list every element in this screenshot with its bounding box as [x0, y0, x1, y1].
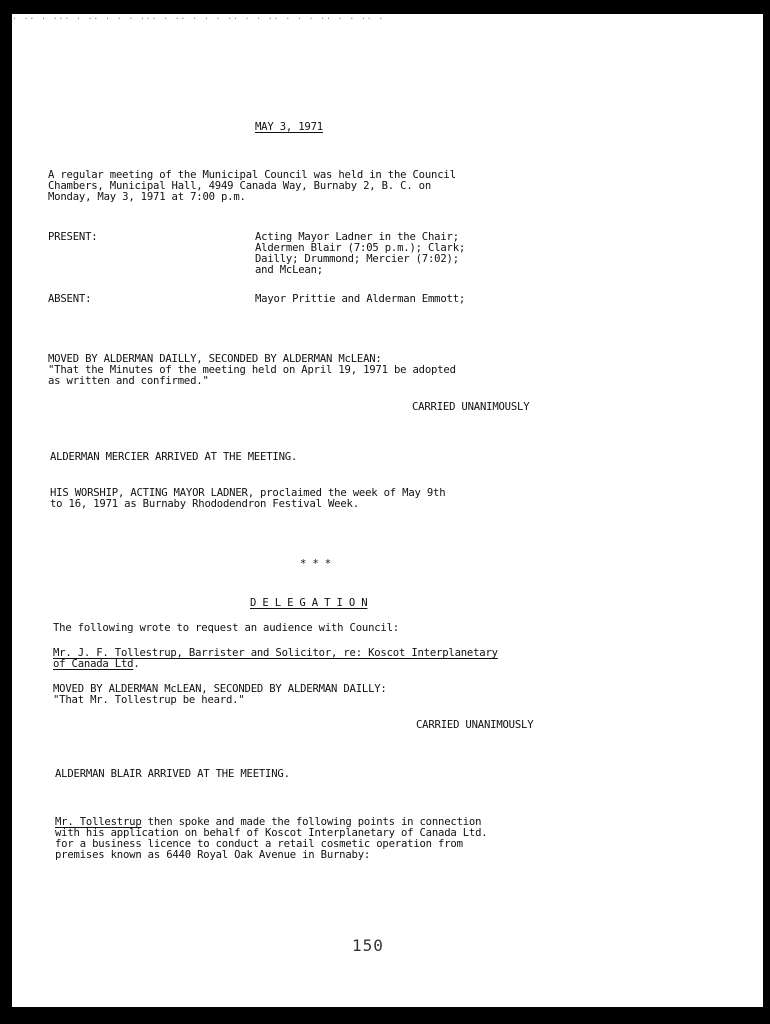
delegation-intro: The following wrote to request an audience with Council:: [53, 622, 399, 634]
present-line-2: Aldermen Blair (7:05 p.m.); Clark;: [255, 242, 466, 254]
absent-names: Mayor Prittie and Alderman Emmott;: [255, 293, 466, 305]
tollestrup-line-4: premises known as 6440 Royal Oak Avenue in Burnaby:: [55, 849, 371, 861]
present-line-1: Acting Mayor Ladner in the Chair;: [255, 231, 459, 243]
delegation-entry-period: .: [133, 658, 140, 670]
absent-label: ABSENT:: [48, 293, 92, 305]
motion1-line-2: "That the Minutes of the meeting held on April 19, 1971 be adopted: [48, 364, 456, 376]
arrival-mercier: ALDERMAN MERCIER ARRIVED AT THE MEETING.: [50, 451, 298, 463]
proclamation-line-2: to 16, 1971 as Burnaby Rhododendron Festival Week.: [50, 498, 359, 510]
tollestrup-line-3: for a business licence to conduct a retail cosmetic operation from: [55, 838, 463, 850]
motion2-line-2: "That Mr. Tollestrup be heard.": [53, 694, 245, 706]
section-separator: * * *: [300, 558, 331, 570]
present-label: PRESENT:: [48, 231, 98, 243]
opening-line-2: Chambers, Municipal Hall, 4949 Canada Way, Burnaby 2, B. C. on: [48, 180, 432, 192]
motion1-result: CARRIED UNANIMOUSLY: [412, 401, 530, 413]
tollestrup-name: Mr. Tollestrup: [55, 816, 142, 828]
motion1-line-1: MOVED BY ALDERMAN DAILLY, SECONDED BY ALDERMAN McLEAN:: [48, 353, 382, 365]
delegation-entry-company: of Canada Ltd: [53, 658, 134, 670]
page-number: 150: [352, 936, 384, 955]
document-page: [12, 14, 763, 1007]
delegation-entry-line-2: [53, 659, 140, 671]
opening-line-1: A regular meeting of the Municipal Council was held in the Council: [48, 169, 456, 181]
delegation-heading: D E L E G A T I O N: [250, 597, 368, 609]
proclamation-line-1: HIS WORSHIP, ACTING MAYOR LADNER, proclaimed the week of May 9th: [50, 487, 446, 499]
arrival-blair: ALDERMAN BLAIR ARRIVED AT THE MEETING.: [55, 768, 290, 780]
tollestrup-line-2: with his application on behalf of Koscot Interplanetary of Canada Ltd.: [55, 827, 488, 839]
delegation-entry-line-1: Mr. J. F. Tollestrup, Barrister and Solicitor, re: Koscot Interplanetary: [53, 647, 498, 659]
scan-noise-strip: · ·· · ··· · ·· · · · ··· · ·· · · · ·· · · ·· · · · ·· · · ·· ·: [12, 14, 385, 23]
document-date: MAY 3, 1971: [255, 121, 323, 133]
present-line-4: and McLean;: [255, 264, 323, 276]
tollestrup-line-1-rest: then spoke and made the following points in connection: [141, 816, 482, 828]
present-line-3: Dailly; Drummond; Mercier (7:02);: [255, 253, 459, 265]
motion2-line-1: MOVED BY ALDERMAN McLEAN, SECONDED BY ALDERMAN DAILLY:: [53, 683, 387, 695]
opening-line-3: Monday, May 3, 1971 at 7:00 p.m.: [48, 191, 246, 203]
motion2-result: CARRIED UNANIMOUSLY: [416, 719, 534, 731]
motion1-line-3: as written and confirmed.": [48, 375, 209, 387]
